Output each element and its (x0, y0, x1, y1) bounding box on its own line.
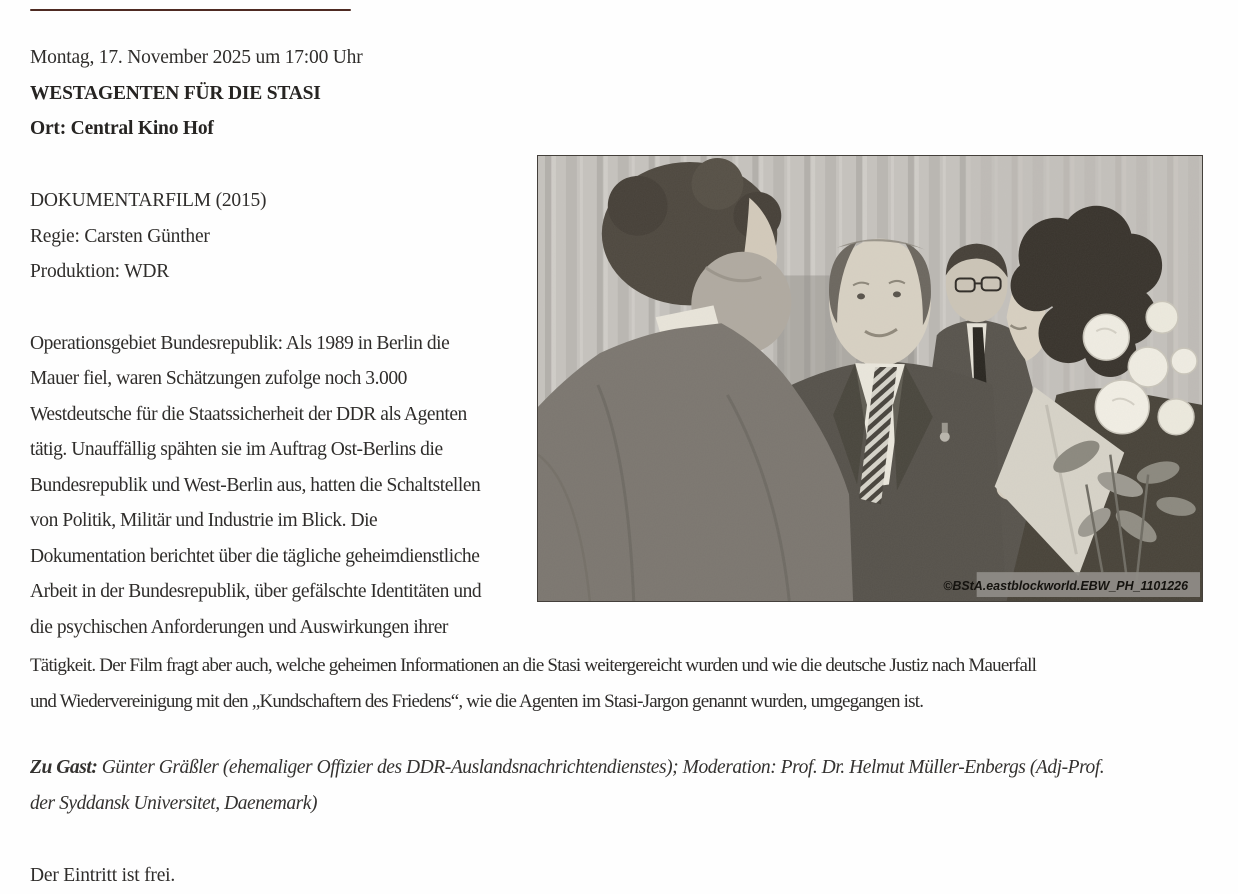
film-type-year: DOKUMENTARFILM (2015) (30, 190, 267, 211)
guests-names: Günter Gräßler (ehemaliger Offizier des DDR-Auslandsnachrichtendienstes); Moderation: Prof. Dr. Helmut Müller-Enbergs (Adj-Prof. (97, 757, 1105, 778)
description-line: die psychischen Anforderungen und Auswirkungen ihrer (30, 616, 448, 638)
film-description-full-width (30, 648, 1203, 719)
description-line: Dokumentation berichtet über die tägliche geheimdienstliche (30, 545, 480, 567)
event-photo (537, 155, 1203, 602)
admission-note: Der Eintritt ist frei. (30, 865, 176, 886)
event-location: Ort: Central Kino Hof (30, 118, 214, 139)
photo-watermark: ©BStA.eastblockworld.EBW_PH_1101226 (943, 579, 1189, 594)
description-line: Arbeit in der Bundesrepublik, über gefälschte Identitäten und (30, 581, 482, 602)
film-director: Regie: Carsten Günther (30, 225, 210, 247)
photo-watermark-band (943, 572, 1200, 597)
description-line: von Politik, Militär und Industrie im Blick. Die (30, 510, 378, 531)
description-line: Mauer fiel, waren Schätzungen zufolge noch 3.000 (30, 368, 407, 389)
event-header (30, 40, 363, 147)
guests-line-1 (30, 750, 1203, 786)
film-production: Produktion: WDR (30, 261, 170, 282)
description-line: Westdeutsche für die Staatssicherheit der DDR als Agenten (30, 403, 467, 425)
description-line: Tätigkeit. Der Film fragt aber auch, welche geheimen Informationen an die Stasi weitergereicht wurden und wie die deutsche Justiz nach Mauerfall (30, 655, 1037, 676)
guests-line-2: der Syddansk Universitet, Daenemark) (30, 792, 318, 814)
guests-note (30, 750, 1203, 821)
top-rule (30, 9, 351, 11)
description-line: und Wiedervereinigung mit den „Kundschaftern des Friedens“, wie die Agenten im Stasi-Jargon genannt wurden, umgegangen ist. (30, 690, 924, 712)
description-line: Bundesrepublik und West-Berlin aus, hatten die Schaltstellen (30, 474, 481, 496)
event-date: Montag, 17. November 2025 um 17:00 Uhr (30, 47, 363, 68)
press-photo-illustration (538, 156, 1202, 601)
guests-label: Zu Gast: (30, 757, 98, 778)
photo-grain-overlay (538, 156, 1202, 601)
description-line: tätig. Unauffällig spähten sie im Auftrag Ost-Berlins die (30, 439, 443, 460)
film-description-beside-photo (30, 326, 537, 646)
description-line: Operationsgebiet Bundesrepublik: Als 1989 in Berlin die (30, 332, 450, 354)
event-title: WESTAGENTEN FÜR DIE STASI (30, 82, 321, 104)
